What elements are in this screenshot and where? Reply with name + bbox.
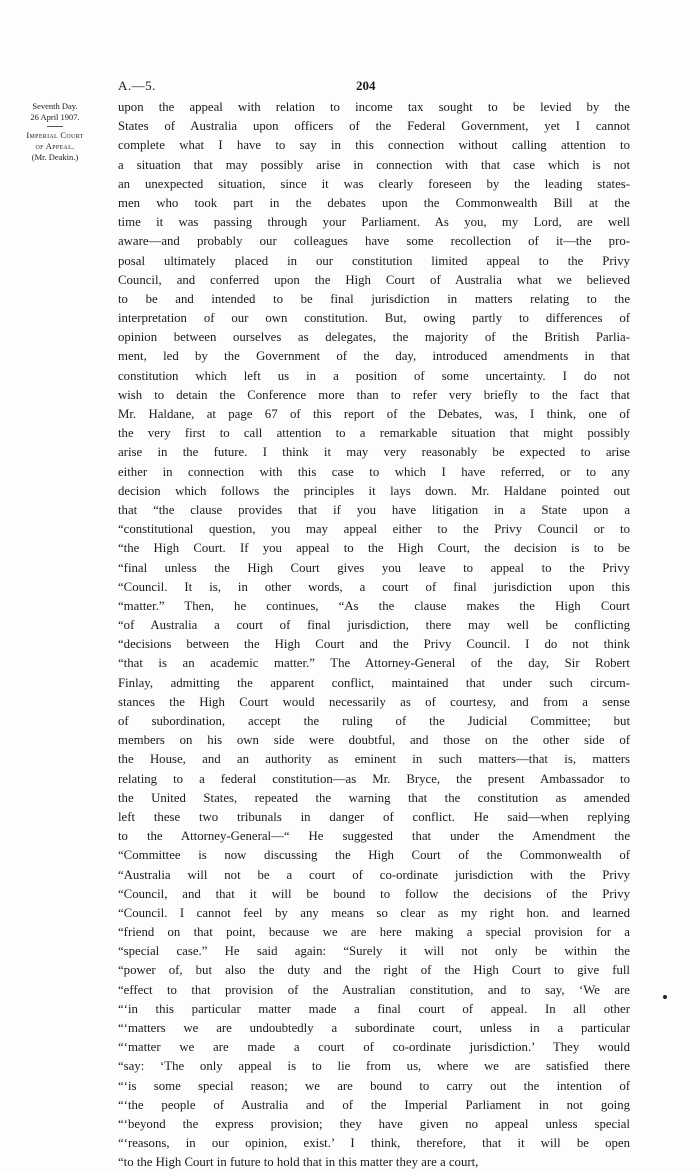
body-line: States of Australia upon officers of the Federal Government, yet I cannot (118, 119, 630, 134)
document-reference: A.—5. (118, 78, 156, 93)
body-line: upon the appeal with relation to income tax sought to be levied by the (118, 100, 630, 114)
margin-day: Seventh Day. (32, 101, 78, 111)
body-line: “‘in this particular matter made a final court of appeal. In all other (118, 1001, 630, 1016)
body-line: men who took part in the debates upon the Commonwealth Bill at the (118, 195, 630, 210)
body-line: “special case.” He said again: “Surely it will not only be within the (118, 944, 630, 959)
body-line: ment, led by the Government of the day, introduced amendments in that (118, 349, 630, 364)
body-line: either in connection with this case to which I have referred, or to any (118, 464, 630, 479)
body-line: an unexpected situation, since it was clearly foreseen by the leading states- (118, 176, 630, 191)
body-line: “say: ‘The only appeal is to lie from us, where we are satisfied there (118, 1059, 630, 1074)
body-line: of subordination, accept the ruling of the Judicial Committee; but (118, 714, 630, 728)
body-line: “‘reasons, in our opinion, exist.’ I think, therefore, that it will be open (118, 1136, 630, 1151)
body-line: “decisions between the High Court and the Privy Council. I do not think (118, 637, 630, 652)
body-line: “friend on that point, because we are here making a special provision for a (118, 925, 630, 940)
body-line: “‘is some special reason; we are bound to carry out the intention of (118, 1078, 630, 1093)
body-line: posal ultimately placed in our constitution limited appeal to the Privy (118, 253, 630, 268)
body-line: Finlay, admitting the apparent conflict, maintained that under such circum- (118, 675, 630, 690)
body-line: to be and intended to be final jurisdiction in matters relating to the (118, 291, 630, 306)
body-line: arise in the future. I think it may very reasonably be expected to arise (118, 445, 630, 460)
body-line: Mr. Haldane, at page 67 of this report of the Debates, was, I think, one of (118, 407, 630, 421)
margin-section-line-2: of Appeal. (35, 141, 75, 151)
body-line: a situation that may possibly arise in connection with that case which is not (118, 157, 630, 172)
body-text (118, 98, 630, 1173)
body-line: “constitutional question, you may appeal either to the Privy Council or to (118, 522, 630, 537)
margin-speaker: (Mr. Deakin.) (31, 152, 79, 162)
body-line: relating to a federal constitution—as Mr. Bryce, the present Ambassador to (118, 771, 630, 786)
body-line: “Council. It is, in other words, a court of final jurisdiction upon this (118, 579, 630, 594)
body-line: the House, and an authority as eminent in such matters—that is, matters (118, 752, 630, 767)
body-line: “of Australia a court of final jurisdiction, there may well be conflicting (118, 618, 630, 633)
margin-note (24, 101, 86, 163)
body-line: to the Attorney-General—“ He suggested that under the Amendment the (118, 829, 630, 844)
body-line: time it was passing through your Parliament. As you, my Lord, are well (118, 215, 630, 230)
body-line: “‘the people of Australia and of the Imperial Parliament in not going (118, 1097, 630, 1112)
body-line: aware—and probably our colleagues have some recollection of it—the pro- (118, 234, 630, 249)
body-line: “‘matters we are undoubtedly a subordinate court, unless in a particular (118, 1021, 630, 1035)
body-line: “effect to that provision of the Australian constitution, and to say, ‘We are (118, 982, 630, 997)
body-line: stances the High Court would necessarily as of courtesy, and from a sense (118, 694, 630, 709)
body-line: “‘beyond the express provision; they have given no appeal unless special (118, 1116, 630, 1131)
page-number: 204 (356, 78, 376, 93)
body-line: “the High Court. If you appeal to the High Court, the decision is to be (118, 541, 630, 556)
body-line: the very first to call attention to a remarkable situation that might possibly (118, 426, 630, 441)
margin-dot-mark (663, 995, 667, 999)
body-line: “matter.” Then, he continues, “As the clause makes the High Court (118, 598, 630, 613)
body-line: wish to detain the Conference more than to refer very briefly to the fact that (118, 387, 630, 402)
margin-rule (47, 126, 63, 127)
body-line: left these two tribunals in danger of conflict. He said—when replying (118, 809, 630, 824)
body-line: “to the High Court in future to hold that in this matter they are a court, (118, 1155, 479, 1170)
body-line: “that is an academic matter.” The Attorney-General of the day, Sir Robert (118, 656, 630, 671)
body-line: interpretation of our own constitution. But, owing partly to differences of (118, 311, 630, 326)
body-line: “‘matter we are made a court of co-ordinate jurisdiction.’ They would (118, 1040, 630, 1055)
body-line: “power of, but also the duty and the right of the High Court to give full (118, 963, 630, 978)
body-line: decision which follows the principles it lays down. Mr. Haldane pointed out (118, 483, 630, 498)
body-line: constitution which left us in a position of some uncertainty. I do not (118, 368, 630, 383)
margin-section-line-1: Imperial Court (26, 130, 84, 140)
body-line: “Council, and that it will be bound to follow the decisions of the Privy (118, 886, 630, 901)
body-line: “final unless the High Court gives you leave to appeal to the Privy (118, 560, 630, 575)
margin-date: 26 April 1907. (30, 112, 80, 122)
body-line: “Committee is now discussing the High Court of the Commonwealth of (118, 848, 630, 863)
body-line: complete what I have to say in this connection without calling attention to (118, 138, 630, 153)
body-line: “Council. I cannot feel by any means so clear as my right hon. and learned (118, 905, 630, 920)
body-line: that “the clause provides that if you have litigation in a State upon a (118, 502, 630, 517)
body-line: Council, and conferred upon the High Court of Australia what we believed (118, 272, 630, 287)
body-line: “Australia will not be a court of co-ordinate jurisdiction with the Privy (118, 867, 630, 882)
body-line: opinion between ourselves as delegates, the majority of the British Parlia- (118, 330, 630, 345)
body-line: members on his own side were doubtful, and those on the other side of (118, 733, 630, 748)
body-line: the United States, repeated the warning that the constitution as amended (118, 790, 630, 805)
